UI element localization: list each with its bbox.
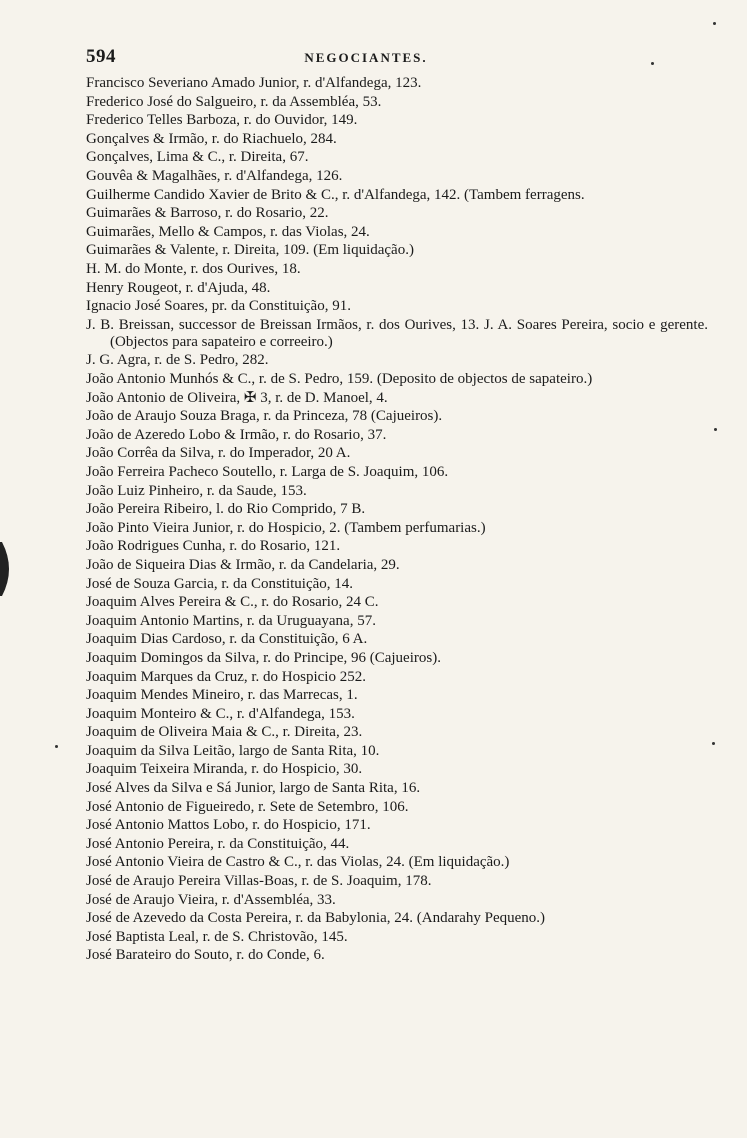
- list-item: José Antonio Mattos Lobo, r. do Hospicio, 171.: [86, 817, 371, 834]
- list-item: J. B. Breissan, successor de Breissan Irmãos, r. dos Ourives, 13. J. A. Soares Pereira, socio e gerente. (Objectos para sapateiro e correeiro.): [86, 316, 708, 350]
- list-item: Gonçalves, Lima & C., r. Direita, 67.: [86, 149, 309, 166]
- merchant-list: [86, 75, 708, 966]
- binding-ornament: [0, 540, 18, 598]
- margin-speck: [713, 22, 716, 25]
- list-item: Gonçalves & Irmão, r. do Riachuelo, 284.: [86, 130, 337, 147]
- list-item: João Rodrigues Cunha, r. do Rosario, 121.: [86, 538, 341, 555]
- list-item: José Antonio de Figueiredo, r. Sete de Setembro, 106.: [86, 798, 409, 815]
- list-item: Gouvêa & Magalhães, r. d'Alfandega, 126.: [86, 167, 343, 184]
- margin-speck: [55, 745, 58, 748]
- list-item: Frederico José do Salgueiro, r. da Assembléa, 53.: [86, 93, 382, 110]
- list-item: Guimarães & Valente, r. Direita, 109. (Em liquidação.): [86, 242, 414, 259]
- list-item: João Pinto Vieira Junior, r. do Hospicio, 2. (Tambem perfumarias.): [86, 519, 486, 536]
- list-item: Joaquim da Silva Leitão, largo de Santa Rita, 10.: [86, 742, 380, 759]
- list-item: Francisco Severiano Amado Junior, r. d'Alfandega, 123.: [86, 75, 422, 91]
- page-header: [86, 46, 646, 70]
- list-item: José de Araujo Pereira Villas-Boas, r. de S. Joaquim, 178.: [86, 873, 432, 890]
- list-item: Henry Rougeot, r. d'Ajuda, 48.: [86, 279, 271, 296]
- list-item: Guimarães & Barroso, r. do Rosario, 22.: [86, 205, 329, 222]
- list-item: José Antonio Pereira, r. da Constituição, 44.: [86, 835, 350, 852]
- margin-speck: [714, 428, 717, 431]
- list-item: José de Souza Garcia, r. da Constituição, 14.: [86, 575, 354, 592]
- list-item: José de Araujo Vieira, r. d'Assembléa, 33.: [86, 891, 336, 908]
- list-item: João Antonio Munhós & C., r. de S. Pedro, 159. (Deposito de objectos de sapateiro.): [86, 371, 593, 387]
- list-item: João de Azeredo Lobo & Irmão, r. do Rosario, 37.: [86, 426, 387, 443]
- list-item: Guimarães, Mello & Campos, r. das Violas, 24.: [86, 223, 370, 240]
- list-item: Joaquim Domingos da Silva, r. do Principe, 96 (Cajueiros).: [86, 649, 441, 666]
- list-item: Joaquim Teixeira Miranda, r. do Hospicio, 30.: [86, 761, 363, 778]
- list-item: Ignacio José Soares, pr. da Constituição, 91.: [86, 298, 351, 315]
- running-head: NEGOCIANTES.: [304, 50, 428, 65]
- list-item: J. G. Agra, r. de S. Pedro, 282.: [86, 352, 269, 369]
- list-item: João Pereira Ribeiro, l. do Rio Comprido, 7 B.: [86, 501, 366, 518]
- list-item: José de Azevedo da Costa Pereira, r. da Babylonia, 24. (Andarahy Pequeno.): [86, 910, 546, 927]
- list-item: Joaquim Monteiro & C., r. d'Alfandega, 153.: [86, 705, 355, 722]
- list-item: João Ferreira Pacheco Soutello, r. Larga de S. Joaquim, 106.: [86, 463, 449, 480]
- list-item: José Baptista Leal, r. de S. Christovão, 145.: [86, 928, 348, 945]
- list-item: Guilherme Candido Xavier de Brito & C., r. d'Alfandega, 142. (Tambem ferragens.: [86, 186, 585, 203]
- list-item: Joaquim Alves Pereira & C., r. do Rosario, 24 C.: [86, 594, 379, 611]
- margin-speck: [651, 62, 654, 65]
- list-item: Joaquim Dias Cardoso, r. da Constituição, 6 A.: [86, 631, 368, 648]
- list-item: José Alves da Silva e Sá Junior, largo de Santa Rita, 16.: [86, 780, 421, 797]
- list-item: José Antonio Vieira de Castro & C., r. das Violas, 24. (Em liquidação.): [86, 854, 510, 871]
- list-item: José Barateiro do Souto, r. do Conde, 6.: [86, 947, 325, 964]
- list-item: João Corrêa da Silva, r. do Imperador, 20 A.: [86, 445, 351, 462]
- list-item: H. M. do Monte, r. dos Ourives, 18.: [86, 260, 301, 277]
- list-item: Joaquim Mendes Mineiro, r. das Marrecas, 1.: [86, 687, 358, 704]
- list-item: João de Siqueira Dias & Irmão, r. da Candelaria, 29.: [86, 556, 400, 573]
- list-item: João de Araujo Souza Braga, r. da Princeza, 78 (Cajueiros).: [86, 408, 443, 425]
- list-item: Joaquim Marques da Cruz, r. do Hospicio 252.: [86, 668, 366, 685]
- list-item: Joaquim de Oliveira Maia & C., r. Direita, 23.: [86, 724, 363, 741]
- margin-speck: [712, 742, 715, 745]
- page-number: 594: [86, 46, 116, 67]
- list-item: Joaquim Antonio Martins, r. da Uruguayana, 57.: [86, 612, 376, 629]
- list-item: João Luiz Pinheiro, r. da Saude, 153.: [86, 482, 307, 499]
- list-item: João Antonio de Oliveira, ✠ 3, r. de D. Manoel, 4.: [86, 389, 388, 406]
- list-item: Frederico Telles Barboza, r. do Ouvidor, 149.: [86, 112, 358, 129]
